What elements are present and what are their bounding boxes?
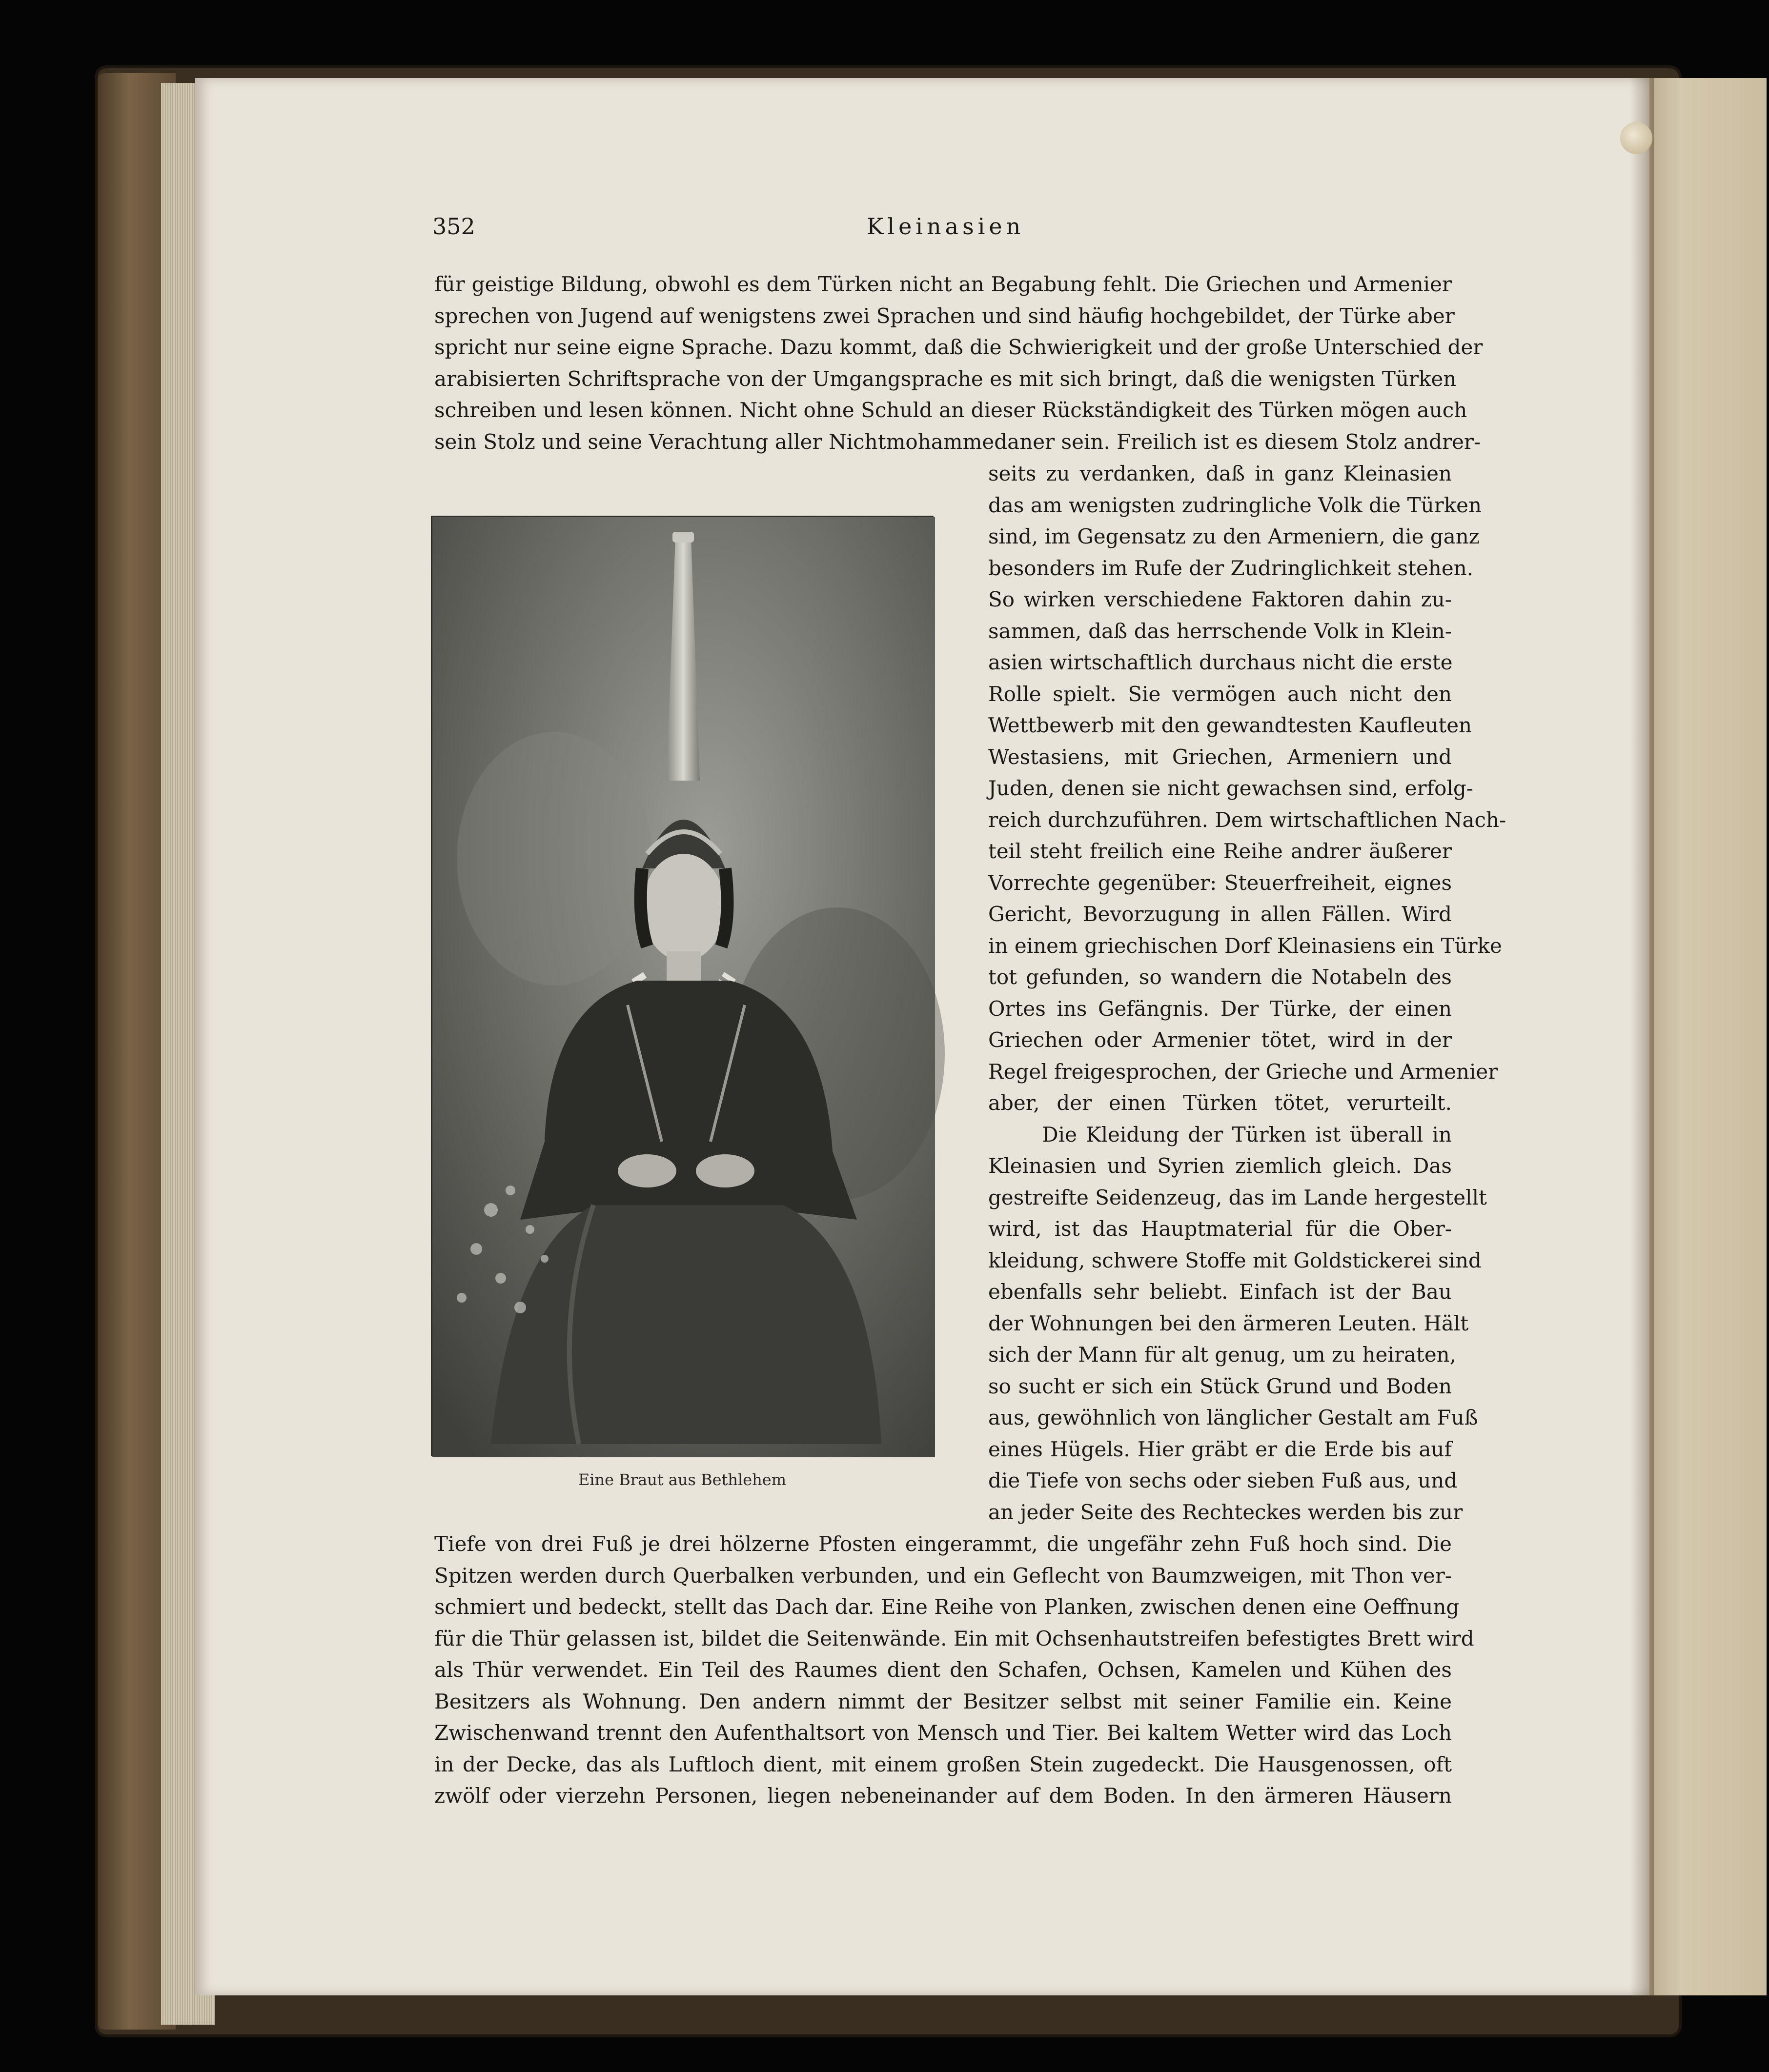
- text-line: So wirken verschiedene Faktoren dahin zu-: [988, 587, 1452, 611]
- text-line: arabisierten Schriftsprache von der Umgangsprache es mit sich bringt, daß die wenigsten Türken: [434, 366, 1457, 391]
- text-line: sind, im Gegensatz zu den Armeniern, die ganz: [988, 524, 1480, 548]
- text-line: Griechen oder Armenier tötet, wird in der: [988, 1028, 1452, 1052]
- text-line: sprechen von Jugend auf wenigstens zwei Sprachen und sind häufig hochgebildet, der Türke aber: [434, 303, 1455, 328]
- text-line: an jeder Seite des Rechteckes werden bis zur: [988, 1500, 1463, 1524]
- text-line: tot gefunden, so wandern die Notabeln des: [988, 965, 1452, 989]
- text-line: das am wenigsten zudringliche Volk die Türken: [988, 493, 1482, 517]
- text-line: Gericht, Bevorzugung in allen Fällen. Wird: [988, 902, 1452, 926]
- figure-caption: Eine Braut aus Bethlehem: [578, 1470, 787, 1489]
- text-line: schmiert und bedeckt, stellt das Dach dar. Eine Reihe von Planken, zwischen denen eine Oeffnung: [434, 1595, 1460, 1619]
- text-line: für die Thür gelassen ist, bildet die Seitenwände. Ein mit Ochsenhautstreifen befestigtes Brett wird: [434, 1626, 1474, 1650]
- text-line: Kleinasien und Syrien ziemlich gleich. Das: [988, 1154, 1452, 1178]
- gutter-shadow: [1630, 78, 1654, 1995]
- text-line: seits zu verdanken, daß in ganz Kleinasien: [988, 462, 1452, 485]
- text-line: sich der Mann für alt genug, um zu heiraten,: [988, 1343, 1457, 1367]
- text-line: Wettbewerb mit den gewandtesten Kaufleuten: [988, 713, 1472, 737]
- right-page-edge: [1645, 78, 1767, 1995]
- text-line: Juden, denen sie nicht gewachsen sind, erfolg-: [988, 776, 1473, 800]
- text-line: so sucht er sich ein Stück Grund und Boden: [988, 1374, 1452, 1398]
- text-line: sammen, daß das herrschende Volk in Klein-: [988, 619, 1452, 643]
- text-line: Regel freigesprochen, der Grieche und Armenier: [988, 1059, 1498, 1084]
- text-line: ebenfalls sehr beliebt. Einfach ist der Bau: [988, 1280, 1452, 1304]
- text-line: der Wohnungen bei den ärmeren Leuten. Hält: [988, 1311, 1469, 1335]
- text-line: asien wirtschaftlich durchaus nicht die erste: [988, 650, 1453, 674]
- text-line: eines Hügels. Hier gräbt er die Erde bis auf: [988, 1437, 1452, 1461]
- text-line: besonders im Rufe der Zudringlichkeit stehen.: [988, 556, 1474, 580]
- text-line: die Tiefe von sechs oder sieben Fuß aus, und: [988, 1469, 1458, 1492]
- text-line: in der Decke, das als Luftloch dient, mit einem großen Stein zugedeckt. Die Hausgenossen, oft: [434, 1752, 1452, 1776]
- text-line: gestreifte Seidenzeug, das im Lande hergestellt: [988, 1185, 1487, 1209]
- text-line: Rolle spielt. Sie vermögen auch nicht den: [988, 682, 1452, 706]
- text-line: sein Stolz und seine Verachtung aller Nichtmohammedaner sein. Freilich ist es diesem Stolz andrer-: [434, 429, 1481, 454]
- text-line: Die Kleidung der Türken ist überall in: [1042, 1122, 1452, 1147]
- text-line: spricht nur seine eigne Sprache. Dazu kommt, daß die Schwierigkeit und der große Unterschied der: [434, 335, 1483, 359]
- text-line: kleidung, schwere Stoffe mit Goldstickerei sind: [988, 1248, 1482, 1272]
- text-line: in einem griechischen Dorf Kleinasiens ein Türke: [988, 933, 1502, 958]
- running-head: Kleinasien: [867, 213, 1025, 240]
- text-line: als Thür verwendet. Ein Teil des Raumes dient den Schafen, Ochsen, Kamelen und Kühen des: [434, 1658, 1452, 1682]
- text-line: Vorrechte gegenüber: Steuerfreiheit, eignes: [988, 870, 1452, 895]
- page-number: 352: [432, 213, 475, 240]
- text-line: für geistige Bildung, obwohl es dem Türken nicht an Begabung fehlt. Die Griechen und Armenier: [434, 272, 1452, 296]
- text-line: Zwischenwand trennt den Aufenthaltsort von Mensch und Tier. Bei kaltem Wetter wird das Loch: [434, 1721, 1452, 1745]
- text-line: teil steht freilich eine Reihe andrer äußerer: [988, 839, 1452, 863]
- text-line: zwölf oder vierzehn Personen, liegen nebeneinander auf dem Boden. In den ärmeren Häusern: [434, 1784, 1452, 1808]
- text-line: Ortes ins Gefängnis. Der Türke, der einen: [988, 996, 1452, 1021]
- text-line: aber, der einen Türken tötet, verurteilt.: [988, 1091, 1452, 1115]
- text-line: Westasiens, mit Griechen, Armeniern und: [988, 744, 1452, 769]
- text-line: Besitzers als Wohnung. Den andern nimmt der Besitzer selbst mit seiner Familie ein. Keine: [434, 1689, 1452, 1713]
- page-header: [432, 213, 1457, 242]
- text-line: Spitzen werden durch Querbalken verbunden, und ein Geflecht von Baumzweigen, mit Thon ver-: [434, 1563, 1452, 1588]
- text-line: aus, gewöhnlich von länglicher Gestalt am Fuß: [988, 1406, 1478, 1429]
- text-line: Tiefe von drei Fuß je drei hölzerne Pfosten eingerammt, die ungefähr zehn Fuß hoch sind. Die: [434, 1532, 1452, 1556]
- bride-photograph-illustration: [432, 517, 935, 1457]
- text-line: wird, ist das Hauptmaterial für die Ober-: [988, 1217, 1452, 1241]
- pin-mark: [1620, 122, 1652, 154]
- text-line: reich durchzuführen. Dem wirtschaftlichen Nach-: [988, 807, 1506, 832]
- bride-photograph: [431, 516, 934, 1456]
- text-line: schreiben und lesen können. Nicht ohne Schuld an dieser Rückständigkeit des Türken mögen auch: [434, 398, 1467, 422]
